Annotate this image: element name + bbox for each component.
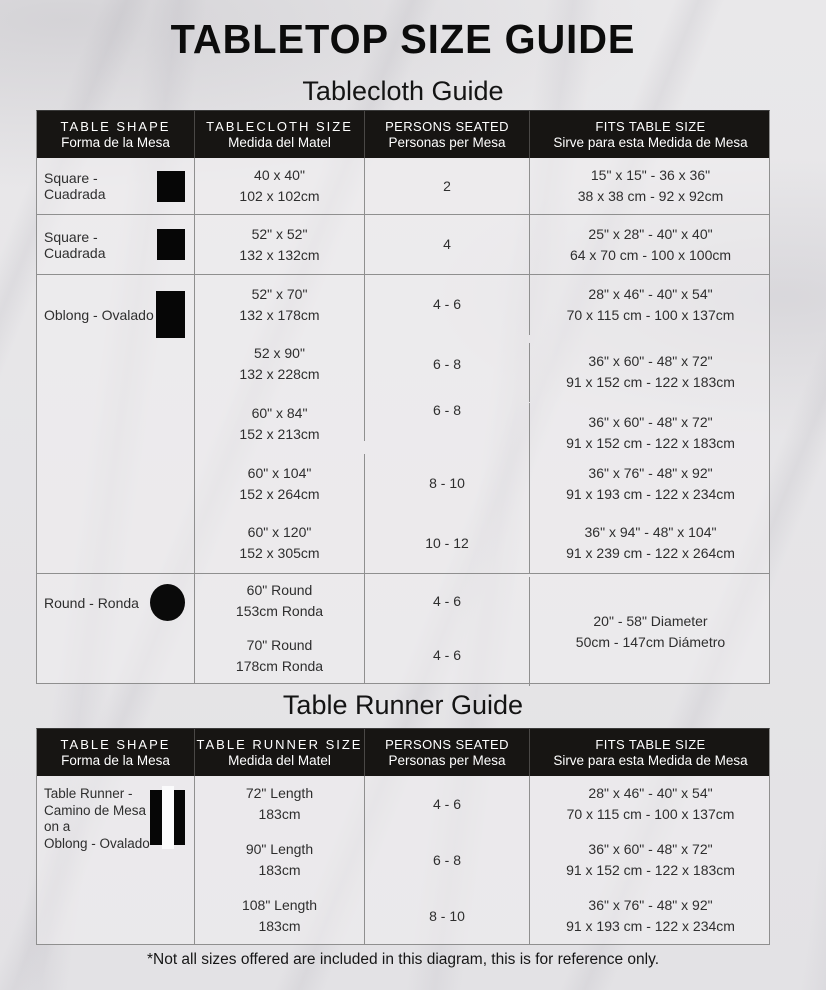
size-cell: 52 x 90" 132 x 228cm [194, 335, 364, 395]
footnote: *Not all sizes offered are included in this diagram, this is for reference only. [146, 951, 660, 968]
page-title: TABLETOP SIZE GUIDE [170, 16, 636, 62]
fits-cell: 28" x 46" - 40" x 54" 70 x 115 cm - 100 x 137cm [529, 275, 771, 335]
table-runner-guide-title: Table Runner Guide [282, 690, 524, 720]
size-cell: 90" Length 183cm [194, 832, 364, 888]
persons-cell: 4 - 6 [364, 275, 529, 335]
table-runner-table [36, 728, 770, 945]
shape-cell [37, 574, 194, 683]
tablecloth-guide-title: Tablecloth Guide [302, 76, 504, 106]
square-icon [157, 171, 185, 202]
persons-cell: 4 - 6 [364, 776, 529, 832]
tablecloth-table [36, 110, 770, 684]
table-section-oblong [37, 274, 769, 573]
oblong-size-grid [194, 275, 771, 573]
size-cell: 60" x 120" 152 x 305cm [194, 513, 364, 573]
oblong-icon [156, 291, 185, 338]
header-persons-seated: PERSONS SEATED Personas per Mesa [364, 729, 529, 776]
runner-table-header [37, 729, 769, 776]
table-runner-icon [150, 790, 185, 845]
header-table-shape: TABLE SHAPE Forma de la Mesa [60, 118, 171, 150]
size-cell: 60" x 104" 152 x 264cm [194, 454, 364, 514]
round-size-grid [194, 574, 529, 683]
persons-cell: 4 - 6 [364, 574, 529, 629]
shape-cell [37, 158, 194, 214]
table-section-runner [37, 776, 769, 944]
size-cell: 72" Length 183cm [194, 776, 364, 832]
persons-cell: 6 - 8 [364, 335, 529, 395]
shape-label: Oblong - Ovalado [44, 306, 154, 323]
size-cell: 52" x 52" 132 x 132cm [194, 215, 364, 274]
table-row-square-40 [37, 158, 769, 214]
header-fits-table-size: FITS TABLE SIZE Sirve para esta Medida de Mesa [529, 729, 771, 776]
persons-cell: 10 - 12 [364, 513, 529, 573]
fits-cell: 36" x 94" - 48" x 104" 91 x 239 cm - 122 x 264cm [529, 513, 771, 573]
size-cell: 70" Round 178cm Ronda [194, 629, 364, 684]
size-cell: 108" Length 183cm [194, 888, 364, 944]
fits-cell-round-span: 20" - 58" Diameter 50cm - 147cm Diámetro [529, 577, 771, 686]
table-row-square-52 [37, 214, 769, 274]
fits-cell: 36" x 76" - 48" x 92" 91 x 193 cm - 122 x 234cm [529, 454, 771, 514]
header-tablecloth-size: TABLECLOTH SIZE Medida del Matel [194, 111, 364, 158]
shape-label: Table Runner - Camino de Mesa on a Oblong - Ovalado [44, 786, 150, 851]
fits-cell: 36" x 76" - 48" x 92" 91 x 193 cm - 122 x 234cm [529, 888, 771, 944]
size-cell: 52" x 70" 132 x 178cm [194, 275, 364, 335]
fits-cell: 36" x 60" - 48" x 72" 91 x 152 cm - 122 x 183cm [529, 403, 771, 463]
runner-stripe [162, 786, 174, 849]
fits-cell: 36" x 60" - 48" x 72" 91 x 152 cm - 122 x 183cm [529, 343, 771, 403]
runner-size-grid [194, 776, 771, 944]
fits-cell: 36" x 60" - 48" x 72" 91 x 152 cm - 122 x 183cm [529, 832, 771, 888]
persons-cell: 2 [364, 158, 529, 214]
header-persons-seated: PERSONS SEATED Personas per Mesa [364, 111, 529, 158]
persons-cell: 4 [364, 215, 529, 274]
persons-cell: 8 - 10 [364, 888, 529, 944]
fits-cell: 15" x 15" - 36 x 36" 38 x 38 cm - 92 x 92cm [529, 158, 771, 214]
tablecloth-table-header [37, 111, 769, 158]
shape-label: Square - Cuadrada [44, 170, 106, 202]
square-icon [157, 229, 185, 260]
fits-cell: 28" x 46" - 40" x 54" 70 x 115 cm - 100 x 137cm [529, 776, 771, 832]
persons-cell: 4 - 6 [364, 629, 529, 684]
shape-cell [37, 215, 194, 274]
shape-cell [37, 275, 194, 573]
round-icon [150, 584, 185, 621]
fits-cell: 25" x 28" - 40" x 40" 64 x 70 cm - 100 x 100cm [529, 215, 771, 274]
size-cell: 60" x 84" 152 x 213cm [194, 394, 364, 454]
shape-label: Round - Ronda [44, 594, 139, 611]
header-table-shape: TABLE SHAPE Forma de la Mesa [60, 736, 171, 768]
persons-cell: 6 - 8 [364, 381, 529, 441]
header-fits-table-size: FITS TABLE SIZE Sirve para esta Medida de Mesa [529, 111, 771, 158]
persons-cell: 8 - 10 [364, 454, 529, 514]
size-cell: 40 x 40" 102 x 102cm [194, 158, 364, 214]
shape-cell [37, 776, 194, 944]
persons-cell: 6 - 8 [364, 832, 529, 888]
size-cell: 60" Round 153cm Ronda [194, 574, 364, 629]
shape-label: Square - Cuadrada [44, 228, 106, 261]
table-section-round [37, 573, 769, 683]
header-table-runner-size: TABLE RUNNER SIZE Medida del Matel [194, 729, 364, 776]
